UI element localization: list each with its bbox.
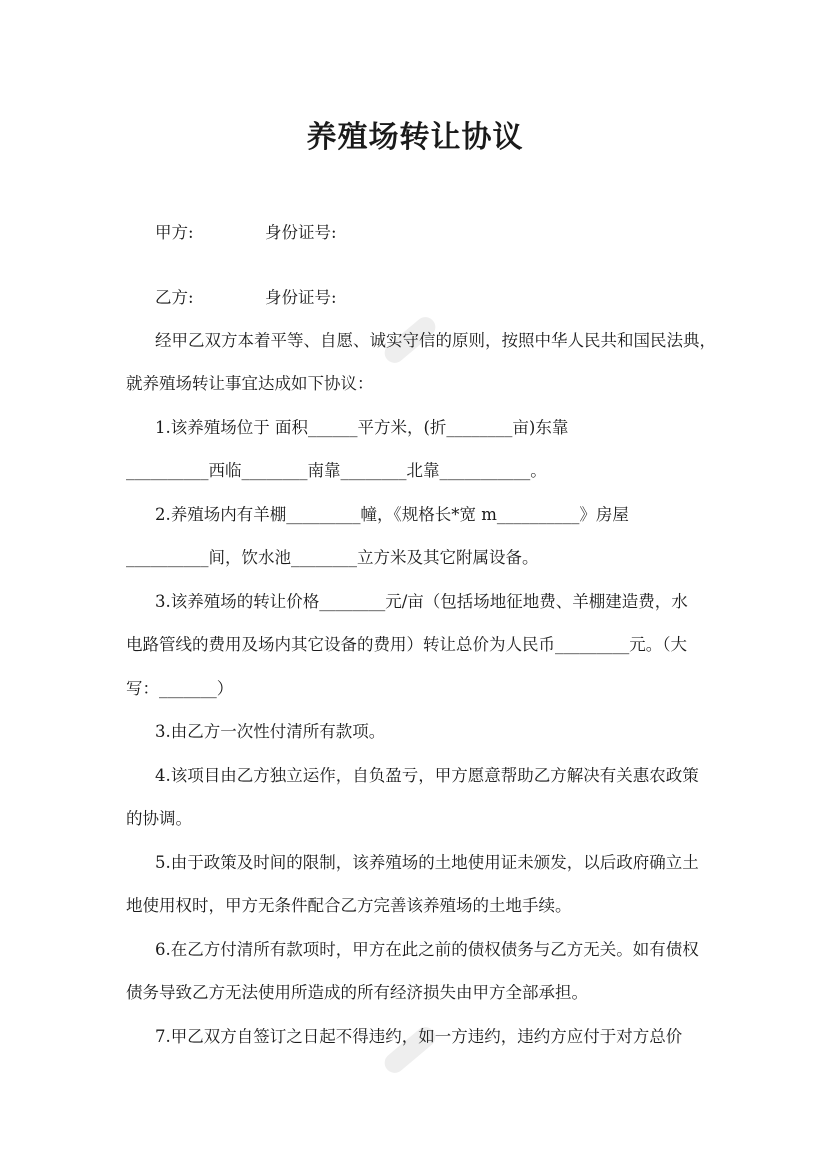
clause-5-cont: 地使用权时，甲方无条件配合乙方完善该养殖场的土地手续。 [126,896,572,915]
clause-3b: 3.由乙方一次性付清所有款项。 [155,722,386,741]
agreement-preamble-cont: 就养殖场转让事宜达成如下协议： [126,374,374,393]
party-b-id-label: 身份证号: [265,288,337,307]
clause-5: 5.由于政策及时间的限制，该养殖场的土地使用证未颁发，以后政府确立土 [155,853,699,872]
clause-2-cont: __________间，饮水池________立方米及其它附属设备。 [126,548,539,567]
clause-4: 4.该项目由乙方独立运作，自负盈亏，甲方愿意帮助乙方解决有关惠农政策 [155,766,699,785]
party-a-id-label: 身份证号: [265,223,337,242]
document-title: 养殖场转让协议 [306,120,524,155]
clause-6: 6.在乙方付清所有款项时，甲方在此之前的债权债务与乙方无关。如有债权 [155,940,699,959]
clause-3-cont-2: 写：_______） [126,679,234,698]
party-b-label: 乙方: [155,288,194,307]
clause-4-cont: 的协调。 [126,809,192,828]
clause-1-cont: __________西临________南靠________北靠___________。 [126,461,547,480]
clause-3: 3.该养殖场的转让价格________元/亩（包括场地征地费、羊棚建造费，水 [155,592,688,611]
clause-7: 7.甲乙双方自签订之日起不得违约，如一方违约，违约方应付于对方总价 [155,1027,683,1046]
clause-1: 1.该养殖场位于 面积______平方米，(折________亩)东靠 [155,418,569,437]
clause-6-cont: 债务导致乙方无法使用所造成的所有经济损失由甲方全部承担。 [126,983,588,1002]
party-a-label: 甲方: [155,223,194,242]
clause-3-cont: 电路管线的费用及场内其它设备的费用）转让总价为人民币_________元。（大 [126,635,687,654]
clause-2: 2.养殖场内有羊棚_________幢，《规格长*宽 m__________》房屋 [155,505,629,524]
agreement-preamble: 经甲乙双方本着平等、自愿、诚实守信的原则，按照中华人民共和国民法典， [155,331,716,350]
